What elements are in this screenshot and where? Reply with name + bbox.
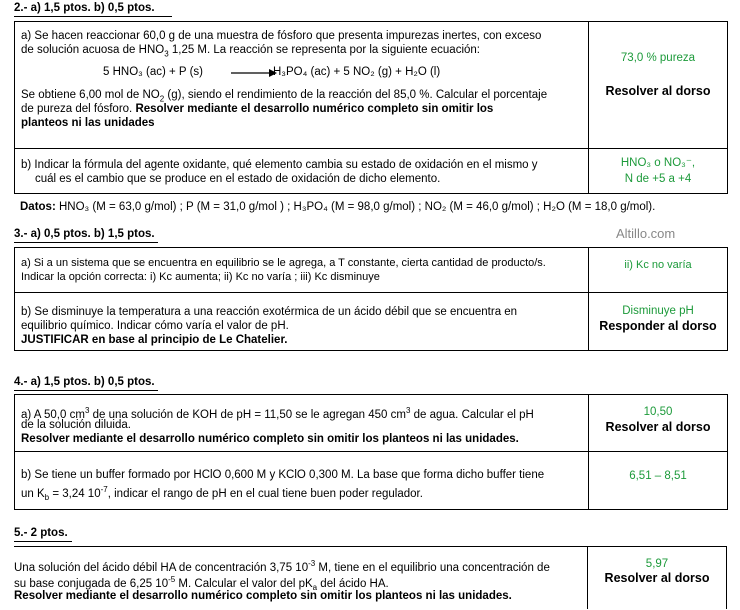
q5-line1: Una solución del ácido débil HA de concentración 3,75 $10^{-3}$ M, tiene en el equilibrio una concentración de (14, 559, 550, 574)
q3b-line1: b) Se disminuye la temperatura a una reacción exotérmica de un ácido débil que se encuentra en (21, 306, 518, 318)
q4b-line2: un $K_b = 3,24$ $10^{-7}$, indicar el rango de pH en el cual tiene buen poder regulador. (21, 485, 423, 503)
q3a-line2: Indicar la opción correcta: i) Kc aumenta; ii) Kc no varía ; iii) Kc disminuye (21, 271, 380, 283)
q2-data-line (20, 201, 655, 213)
q2a-line5: planteos ni las unidades (21, 117, 155, 129)
q2-data-text: HNO₃ (M = 63,0 g/mol) ; P (M = 31,0 g/mol ) ; H₃PO₄ (M = 98,0 g/mol) ; NO₂ (M = 46,0 g/mol) ; H₂O (M = 18,0 g/mol). (58, 201, 656, 213)
q5-line2: su base conjugada de 6,25 $10^{-5}$ M. Calcular el valor del $pK_a$ del ácido HA. (14, 575, 389, 593)
q5-answer-cell (588, 546, 727, 609)
q2a-line4: de pureza del fósforo. Resolver mediante el desarrollo numérico completo sin omitir los (21, 103, 494, 115)
reaction-arrow-icon (231, 68, 277, 78)
q3-heading-underline (14, 242, 158, 243)
q2-table (14, 21, 728, 194)
q3a-line1: a) Si a un sistema que se encuentra en equilibrio se le agrega, a T constante, cierta cantidad de producto/s. (21, 257, 546, 269)
q2-data-label: Datos: (20, 201, 56, 213)
q3-table (14, 247, 728, 351)
q2b-answer-2: N de +5 a +4 (624, 173, 692, 185)
q5-heading: 5.- 2 ptos. (14, 527, 68, 539)
q3-heading: 3.- a) 0,5 ptos. b) 1,5 ptos. (14, 228, 155, 240)
q2b-line2: cuál es el cambio que se produce en el estado de oxidación de dicho elemento. (35, 173, 441, 185)
q2-heading-underline (14, 16, 172, 17)
q5-answer: 5,97 (645, 558, 669, 570)
q2b-line1: b) Indicar la fórmula del agente oxidante, qué elemento cambia su estado de oxidación en el mismo y (21, 159, 538, 171)
q5-answer-note: Resolver al dorso (604, 571, 710, 585)
q2a-line2: de solución acuosa de $HNO_3$ 1,25 M. La reacción se representa por la siguiente ecuación: (21, 44, 480, 59)
q3b-line3: JUSTIFICAR en base al principio de Le Chatelier. (21, 334, 288, 346)
q2a-equation-right: H₃PO₄ (ac) + 5 NO₂ (g) + H₂O (l) (273, 66, 441, 78)
q4-heading: 4.- a) 1,5 ptos. b) 0,5 ptos. (14, 376, 155, 388)
q2a-answer-note: Resolver al dorso (605, 84, 711, 98)
q3a-answer: ii) Kc no varía (624, 259, 692, 271)
q4-heading-underline (14, 390, 158, 391)
q4a-answer: 10,50 (643, 406, 673, 418)
q4a-line3: Resolver mediante el desarrollo numérico completo sin omitir los planteos ni las unidades. (21, 433, 519, 445)
q3b-line2: equilibrio químico. Indicar cómo varía el valor de pH. (21, 320, 289, 332)
q3b-answer: Disminuye pH (622, 305, 694, 317)
q2-heading: 2.- a) 1,5 ptos. b) 0,5 ptos. (14, 2, 155, 14)
q5-question-cell (14, 546, 588, 609)
q4b-line1: b) Se tiene un buffer formado por HClO 0,600 M y KClO 0,300 M. La base que forma dicho buffer tiene (21, 469, 545, 481)
q4a-line2: de la solución diluida. (21, 419, 131, 431)
q4b-answer: 6,51 – 8,51 (629, 470, 687, 482)
q2a-line1: a) Se hacen reaccionar 60,0 g de una muestra de fósforo que presenta impurezas inertes, con exceso (21, 30, 542, 42)
q4-table (14, 394, 728, 510)
q2a-equation-left: 5 HNO₃ (ac) + P (s) (103, 66, 204, 78)
q5-line3: Resolver mediante el desarrollo numérico completo sin omitir los planteos ni las unidades. (14, 590, 512, 602)
q2a-answer: 73,0 % pureza (620, 52, 696, 64)
q4a-line1: a) A 50,0 $cm^3$ de una solución de KOH de pH = 11,50 se le agregan 450 $cm^3$ de agua. Calcular el pH (21, 406, 534, 421)
q2b-answer-1: HNO₃ o NO₃⁻, (620, 157, 696, 169)
q2a-line3: Se obtiene 6,00 mol de $NO_2$ (g), siendo el rendimiento de la reacción del 85,0 %. Calcular el porcentaje (21, 89, 548, 104)
q4a-answer-note: Resolver al dorso (605, 420, 711, 434)
q5-heading-underline (14, 541, 72, 542)
watermark: Altillo.com (616, 226, 676, 241)
q3b-answer-note: Responder al dorso (599, 319, 717, 333)
